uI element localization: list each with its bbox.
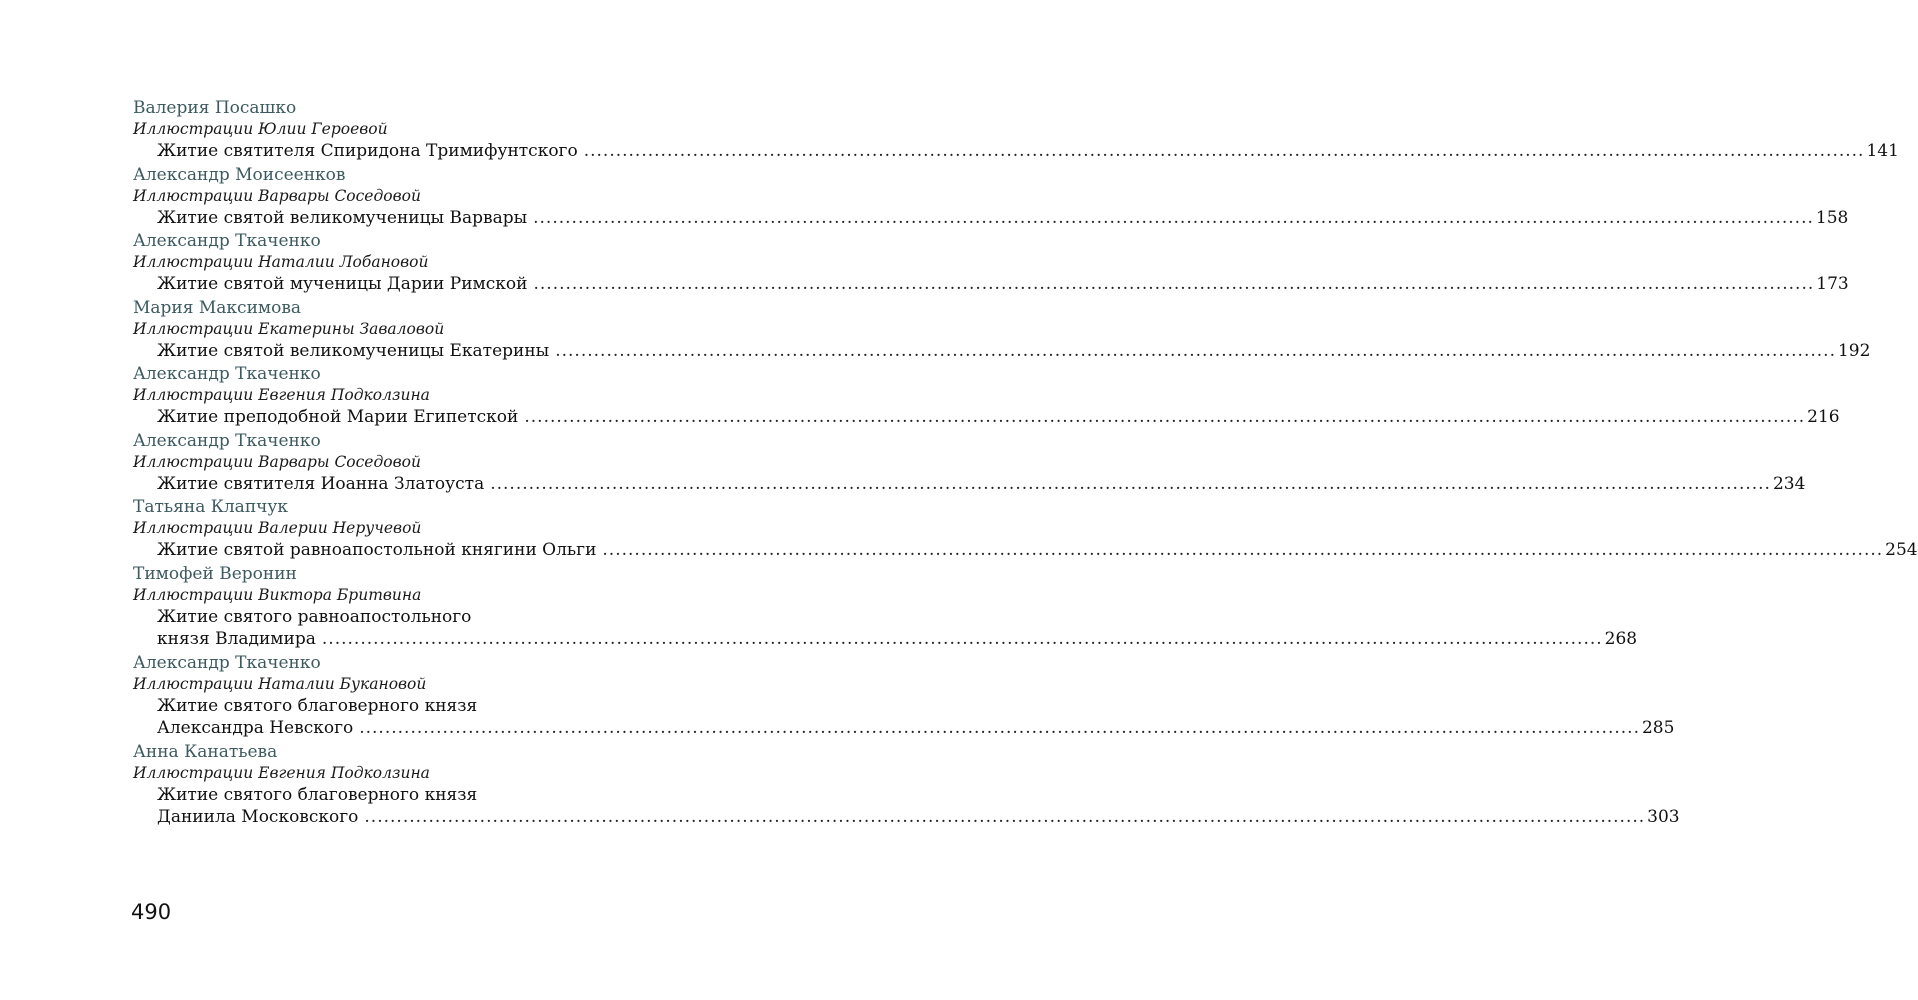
entry-author: Александр Моисеенков xyxy=(133,164,346,185)
entry-author: Александр Ткаченко xyxy=(133,652,321,673)
toc-entry xyxy=(133,430,1806,496)
toc-entry xyxy=(133,741,1680,829)
entry-title-text: Житие святителя Иоанна Златоуста xyxy=(157,473,485,494)
entry-author: Татьяна Клапчук xyxy=(133,497,289,517)
entry-title-text: Житие святителя Спиридона Тримифунтского xyxy=(157,141,578,161)
entry-page-number: 285 xyxy=(1641,718,1675,738)
table-of-contents xyxy=(133,97,1918,830)
entry-author: Александр Ткаченко xyxy=(133,430,321,451)
page-number: 490 xyxy=(131,900,172,924)
entry-title-last-line xyxy=(157,717,1675,740)
entry-illustrator: Иллюстрации Екатерины Заваловой xyxy=(133,319,445,338)
entry-title-last-line xyxy=(157,406,1840,429)
entry-title-text: Даниила Московского xyxy=(157,807,359,827)
entry-title xyxy=(157,784,1680,829)
entry-page-number: 158 xyxy=(1815,207,1849,228)
leader-dots: ........................................................................................................................................................................................................ xyxy=(533,274,1815,294)
entry-title xyxy=(157,207,1849,230)
entry-title-last-line xyxy=(157,628,1638,651)
entry-title xyxy=(157,473,1806,496)
entry-title-line: Житие святого благоверного князя xyxy=(157,784,478,805)
leader-dots: ........................................................................................................................................................................................................ xyxy=(524,407,1806,427)
toc-entry xyxy=(133,563,1638,651)
entry-illustrator: Иллюстрации Наталии Букановой xyxy=(133,674,427,693)
entry-title-last-line xyxy=(157,539,1918,562)
entry-title xyxy=(157,406,1840,429)
leader-dots: ........................................................................................................................................................................................................ xyxy=(359,718,1640,738)
entry-title xyxy=(157,273,1849,296)
entry-title-line: Житие святого благоверного князя xyxy=(157,695,478,716)
entry-page-number: 173 xyxy=(1816,274,1849,294)
leader-dots: ........................................................................................................................................................................................................ xyxy=(321,629,1603,649)
entry-title-last-line xyxy=(157,473,1806,496)
entry-title xyxy=(157,539,1918,562)
entry-author: Александр Ткаченко xyxy=(133,364,321,384)
entry-author: Тимофей Веронин xyxy=(133,563,297,584)
entry-title-line: Житие святого равноапостольного xyxy=(157,606,472,627)
leader-dots: ........................................................................................................................................................................................................ xyxy=(490,473,1771,494)
entry-title-text: Житие преподобной Марии Египетской xyxy=(157,407,519,427)
leader-dots: ........................................................................................................................................................................................................ xyxy=(602,540,1884,560)
entry-title xyxy=(157,340,1871,363)
entry-page-number: 234 xyxy=(1772,473,1806,494)
toc-entry xyxy=(133,496,1918,562)
toc-entry xyxy=(133,652,1675,740)
entry-title-text: Житие святой мученицы Дарии Римской xyxy=(157,274,528,294)
entry-illustrator: Иллюстрации Юлии Героевой xyxy=(133,120,388,138)
entry-illustrator: Иллюстрации Варвары Соседовой xyxy=(133,186,421,205)
leader-dots: ........................................................................................................................................................................................................ xyxy=(555,340,1836,361)
entry-illustrator: Иллюстрации Варвары Соседовой xyxy=(133,452,421,471)
entry-title-text: Житие святой великомученицы Варвары xyxy=(157,207,528,228)
entry-page-number: 192 xyxy=(1837,340,1871,361)
entry-illustrator: Иллюстрации Виктора Бритвина xyxy=(133,585,422,604)
leader-dots: ........................................................................................................................................................................................................ xyxy=(583,141,1865,161)
entry-title-last-line xyxy=(157,806,1680,829)
entry-title-text: Житие святой великомученицы Екатерины xyxy=(157,340,550,361)
entry-title-text: князя Владимира xyxy=(157,629,316,649)
leader-dots: ........................................................................................................................................................................................................ xyxy=(364,807,1646,827)
entry-page-number: 268 xyxy=(1604,629,1638,649)
toc-entry xyxy=(133,230,1849,296)
toc-entry xyxy=(133,97,1899,163)
entry-title-last-line xyxy=(157,207,1849,230)
entry-title-text: Александра Невского xyxy=(157,718,354,738)
entry-page-number: 303 xyxy=(1647,807,1680,827)
entry-illustrator: Иллюстрации Валерии Неручевой xyxy=(133,519,422,537)
entry-author: Мария Максимова xyxy=(133,297,302,318)
toc-entry xyxy=(133,164,1849,230)
entry-page-number: 254 xyxy=(1885,540,1918,560)
entry-illustrator: Иллюстрации Евгения Подколзина xyxy=(133,386,430,404)
entry-title-last-line xyxy=(157,340,1871,363)
entry-page-number: 141 xyxy=(1866,141,1899,161)
entry-title-last-line xyxy=(157,273,1849,296)
entry-illustrator: Иллюстрации Наталии Лобановой xyxy=(133,253,429,271)
entry-title xyxy=(157,140,1899,163)
entry-title xyxy=(157,695,1675,740)
entry-page-number: 216 xyxy=(1807,407,1840,427)
entry-author: Валерия Посашко xyxy=(133,98,297,118)
entry-title-text: Житие святой равноапостольной княгини Ольги xyxy=(157,540,597,560)
entry-author: Анна Канатьева xyxy=(133,741,278,762)
entry-title xyxy=(157,606,1638,651)
leader-dots: ........................................................................................................................................................................................................ xyxy=(533,207,1814,228)
entry-author: Александр Ткаченко xyxy=(133,231,321,251)
entry-title-last-line xyxy=(157,140,1899,163)
toc-entry xyxy=(133,297,1871,363)
toc-entry xyxy=(133,363,1840,429)
entry-illustrator: Иллюстрации Евгения Подколзина xyxy=(133,763,430,782)
